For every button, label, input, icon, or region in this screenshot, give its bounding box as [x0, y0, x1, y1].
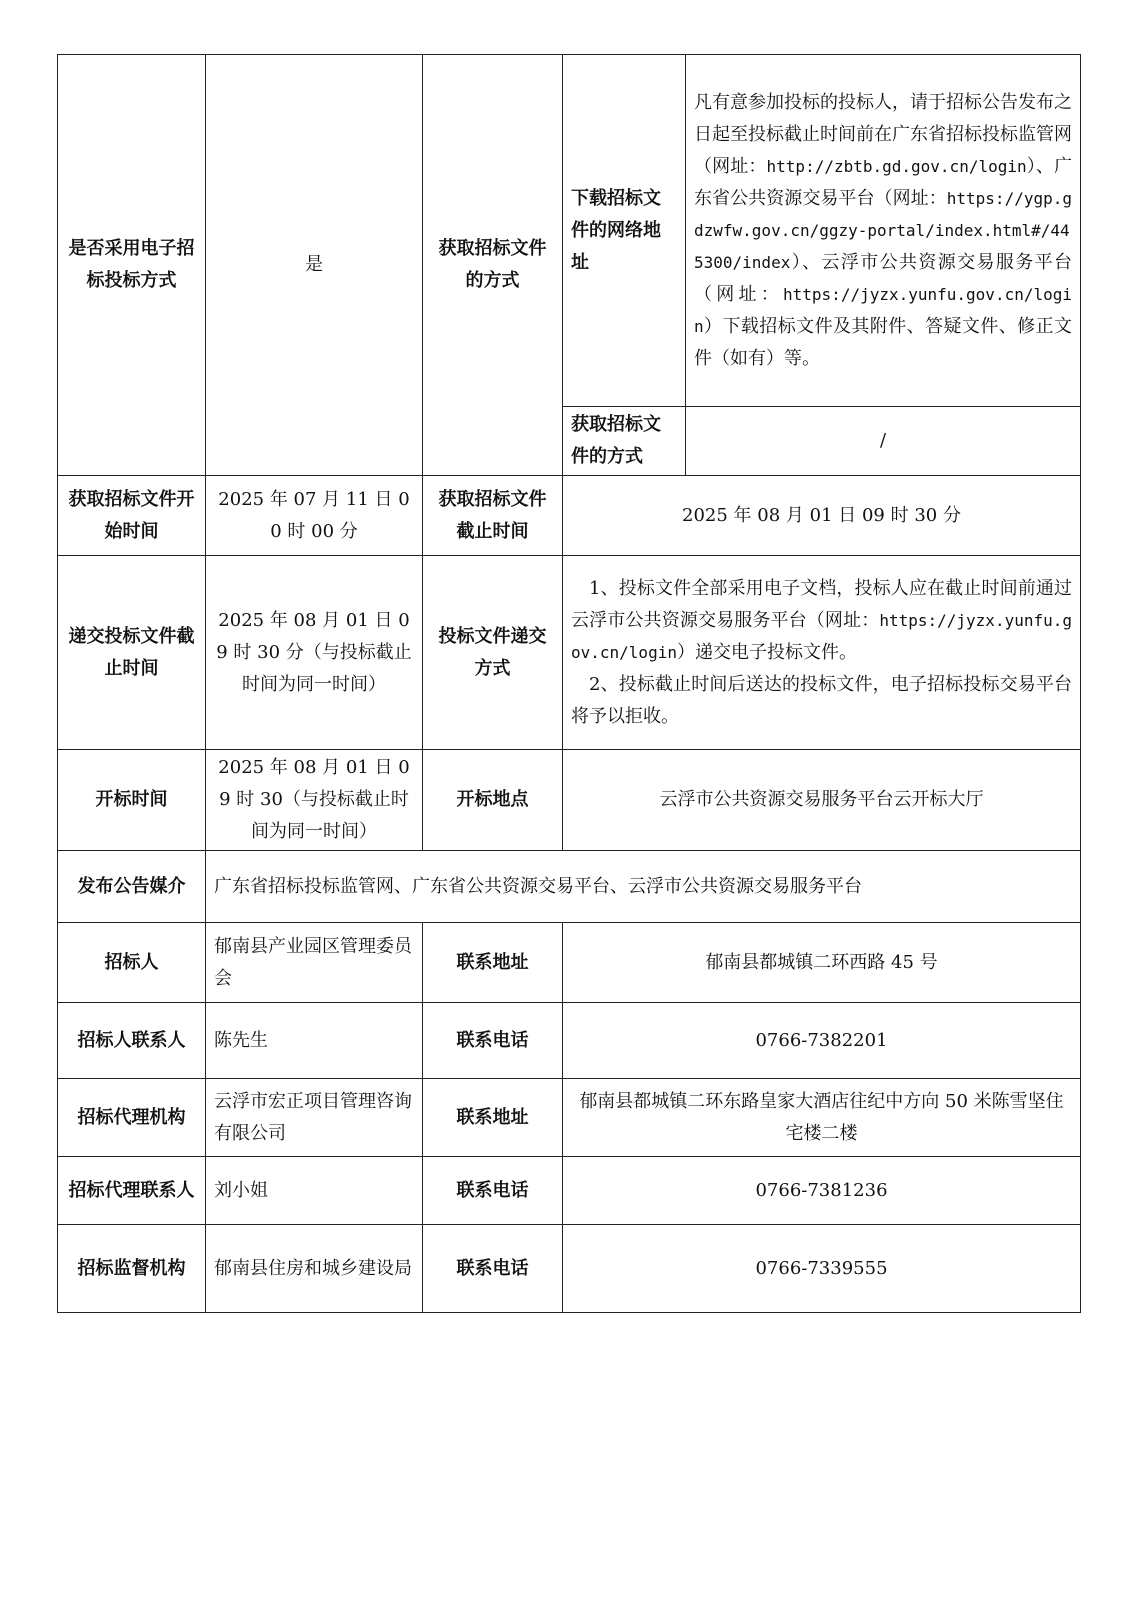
row-agency	[58, 1079, 1081, 1157]
obtain-end-value: 2025 年 08 月 01 日 09 时 30 分	[563, 476, 1081, 556]
tender-info-table	[57, 54, 1081, 1313]
electronic-label: 是否采用电子招标投标方式	[58, 55, 206, 476]
download-url-2: https://ygp.gdzwfw.gov.cn/ggzy-portal/index.html#/445300/index	[694, 188, 1072, 272]
electronic-value: 是	[206, 55, 423, 476]
supervisor-tel-value: 0766-7339555	[563, 1225, 1081, 1313]
opening-time-label: 开标时间	[58, 750, 206, 851]
row-agency-contact	[58, 1157, 1081, 1225]
agency-address-value: 郁南县都城镇二环东路皇家大酒店往纪中方向 50 米陈雪坚住宅楼二楼	[563, 1079, 1081, 1157]
download-text-4: ）下载招标文件及其附件、答疑文件、修正文件（如有）等。	[694, 315, 1072, 369]
submit-p1-text-b: ）递交电子投标文件。	[676, 641, 857, 663]
opening-time-value: 2025 年 08 月 01 日 09 时 30（与投标截止时间为同一时间）	[206, 750, 423, 851]
opening-place-label: 开标地点	[423, 750, 563, 851]
submit-p1-text-a: 1、投标文件全部采用电子文档，投标人应在截止时间前通过云浮市公共资源交易服务平台（网址：	[571, 577, 1072, 631]
agency-value: 云浮市宏正项目管理咨询有限公司	[206, 1079, 423, 1157]
tenderer-tel-value: 0766-7382201	[563, 1003, 1081, 1079]
tenderer-address-label: 联系地址	[423, 923, 563, 1003]
opening-place-value: 云浮市公共资源交易服务平台云开标大厅	[563, 750, 1081, 851]
tenderer-value: 郁南县产业园区管理委员会	[206, 923, 423, 1003]
agency-address-label: 联系地址	[423, 1079, 563, 1157]
method-label: 获取招标文件的方式	[563, 407, 686, 476]
row-electronic	[58, 55, 1081, 407]
submit-method-p1	[571, 573, 1072, 669]
obtain-start-value: 2025 年 07 月 11 日 00 时 00 分	[206, 476, 423, 556]
media-value: 广东省招标投标监管网、广东省公共资源交易平台、云浮市公共资源交易服务平台	[206, 851, 1081, 923]
agency-label: 招标代理机构	[58, 1079, 206, 1157]
tenderer-address-value: 郁南县都城镇二环西路 45 号	[563, 923, 1081, 1003]
submit-deadline-value: 2025 年 08 月 01 日 09 时 30 分（与投标截止时间为同一时间）	[206, 556, 423, 750]
tenderer-label: 招标人	[58, 923, 206, 1003]
agency-contact-label: 招标代理联系人	[58, 1157, 206, 1225]
row-opening	[58, 750, 1081, 851]
tenderer-contact-value: 陈先生	[206, 1003, 423, 1079]
submit-method-value	[563, 556, 1081, 750]
obtain-method-label: 获取招标文件的方式	[423, 55, 563, 476]
download-text-3: ）、云浮市公共资源交易服务平台（网址：	[694, 251, 1072, 305]
obtain-start-label: 获取招标文件开始时间	[58, 476, 206, 556]
method-value: /	[686, 407, 1081, 476]
row-media	[58, 851, 1081, 923]
supervisor-value: 郁南县住房和城乡建设局	[206, 1225, 423, 1313]
tenderer-contact-label: 招标人联系人	[58, 1003, 206, 1079]
row-obtain-time	[58, 476, 1081, 556]
agency-contact-value: 刘小姐	[206, 1157, 423, 1225]
download-text-1: 凡有意参加投标的投标人，请于招标公告发布之日起至投标截止时间前在广东省招标投标监管网（网址：	[694, 91, 1072, 177]
supervisor-label: 招标监督机构	[58, 1225, 206, 1313]
row-tenderer-contact	[58, 1003, 1081, 1079]
download-url-3: https://jyzx.yunfu.gov.cn/login	[694, 284, 1072, 336]
supervisor-tel-label: 联系电话	[423, 1225, 563, 1313]
submit-p1-url: https://jyzx.yunfu.gov.cn/login	[571, 610, 1072, 662]
download-address-label: 下载招标文件的网络地址	[563, 55, 686, 407]
submit-method-p2: 2、投标截止时间后送达的投标文件，电子招标投标交易平台将予以拒收。	[571, 673, 1072, 727]
obtain-end-label: 获取招标文件截止时间	[423, 476, 563, 556]
download-url-1: http://zbtb.gd.gov.cn/login	[766, 156, 1027, 176]
media-label: 发布公告媒介	[58, 851, 206, 923]
tenderer-tel-label: 联系电话	[423, 1003, 563, 1079]
submit-method-label: 投标文件递交方式	[423, 556, 563, 750]
row-submit	[58, 556, 1081, 750]
agency-tel-value: 0766-7381236	[563, 1157, 1081, 1225]
submit-deadline-label: 递交投标文件截止时间	[58, 556, 206, 750]
row-tenderer	[58, 923, 1081, 1003]
row-supervisor	[58, 1225, 1081, 1313]
agency-tel-label: 联系电话	[423, 1157, 563, 1225]
download-text-2: ）、广东省公共资源交易平台（网址：	[694, 155, 1073, 209]
download-address-value	[686, 55, 1081, 407]
